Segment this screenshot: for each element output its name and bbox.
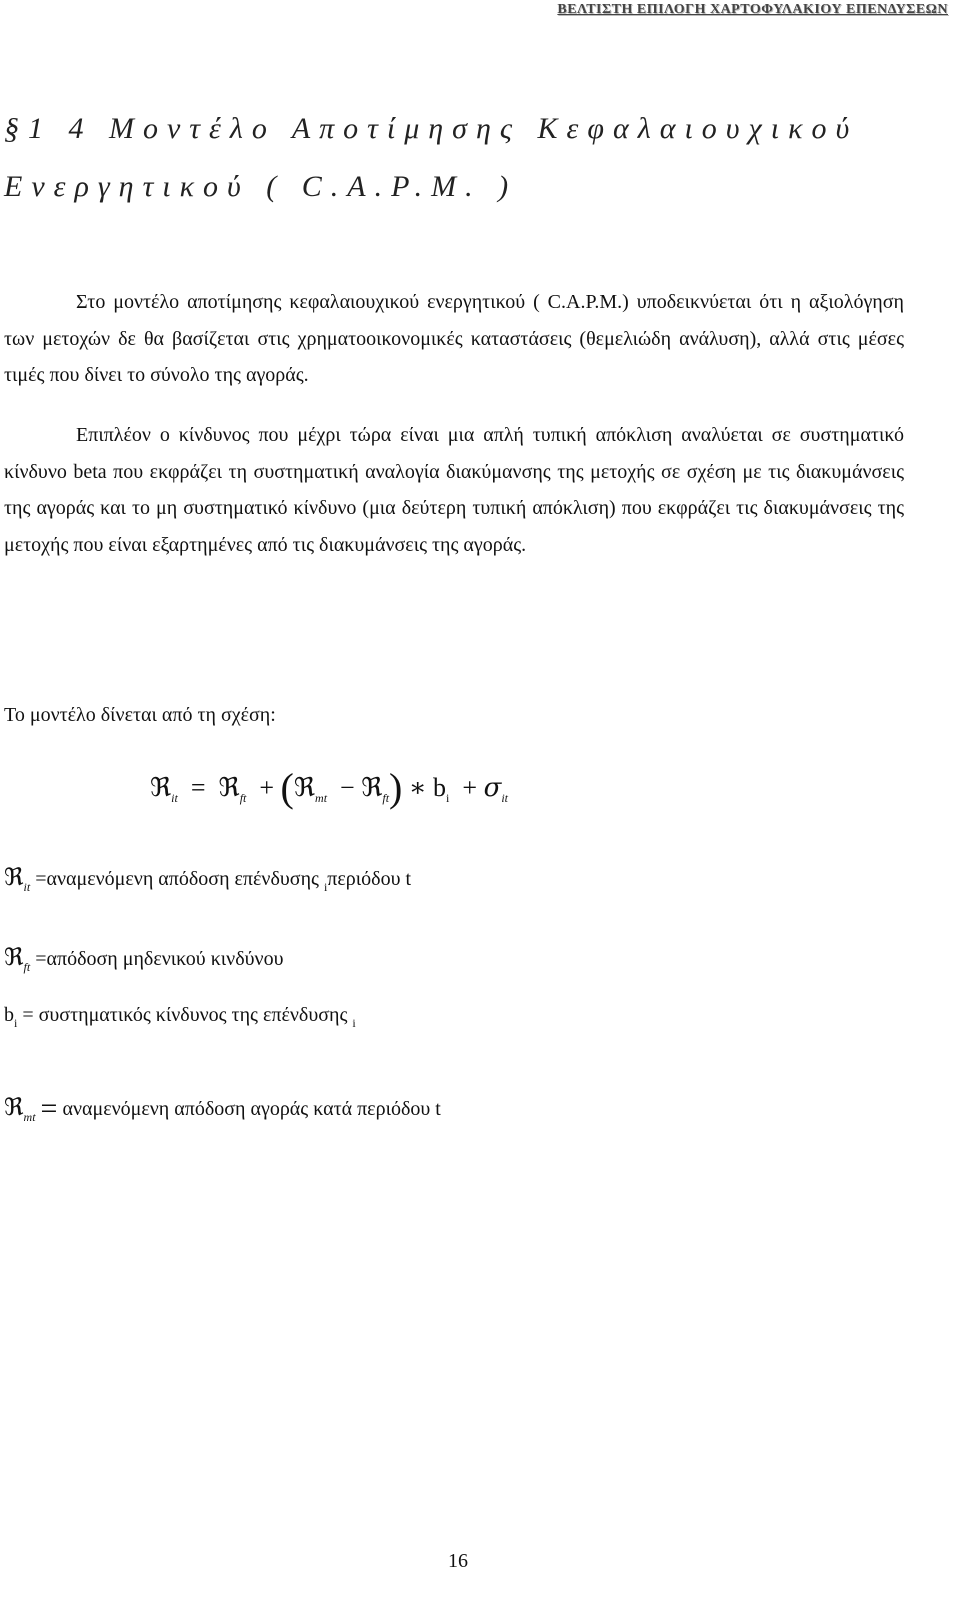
capm-formula: ℜ$_{it}$ = ℜ$_{ft}$ + (ℜ$_{mt}$ − ℜ$_{ft}$) ∗ $b_i + \sigma_{it}$	[150, 765, 508, 810]
page-number: 16	[448, 1550, 468, 1572]
definition-rit: ℜ$_{it}$ =αναμενόμενη απόδοση επένδυσης $_i$περιόδου t	[4, 863, 412, 894]
section-heading	[4, 100, 904, 216]
paragraph-capm-intro: Στο μοντέλο αποτίμησης κεφαλαιουχικού ενεργητικού ( C.A.P.M.) υποδεικνύεται ότι η αξιολόγηση των μετοχών δε θα βασίζεται στις χρηματοοικονομικές καταστάσεις (θεμελιώδη ανάλυση), αλλά στις μέσες τιμές που δίνει το σύνολο της αγοράς.	[4, 291, 904, 386]
formula-intro: Το μοντέλο δίνεται από τη σχέση:	[4, 704, 276, 726]
definition-rft: ℜ$_{ft}$ =απόδοση μηδενικού κινδύνου	[4, 943, 284, 974]
definition-rmt: ℜ$_{mt}$ = αναμενόμενη απόδοση αγοράς κατά περιόδου t	[4, 1092, 441, 1125]
paragraph-risk: Επιπλέον ο κίνδυνος που μέχρι τώρα είναι μια απλή τυπική απόκλιση αναλύεται σε συστηματικό κίνδυνο beta που εκφράζει τη συστηματική αναλογία διακύμανσης της μετοχής σε σχέση με τις διακυμάνσεις της αγοράς και το μη συστηματικό κίνδυνο (μια δεύτερη τυπική απόκλιση) που εκφράζει τις διακυμάνσεις της μετοχής που είναι εξαρτημένες από τις διακυμάνσεις της αγοράς.	[4, 424, 904, 556]
definition-bi: $b_i = \sigma\upsilon\sigma\tau\eta\mu\alpha\tau\iota\kappa ό\varsigma$ κίνδυνος της επένδυσης $_i$	[4, 1004, 356, 1030]
section-heading-line-2: Ενεργητικού ( C.A.P.M. )	[4, 170, 518, 203]
running-header: ΒΕΛΤΙΣΤΗ ΕΠΙΛΟΓΗ ΧΑΡΤΟΦΥΛΑΚΙΟΥ ΕΠΕΝΔΥΣΕΩΝ	[557, 2, 948, 17]
section-heading-line-1: §1 4 Μοντέλο Αποτίμησης Κεφαλαιουχικού	[4, 112, 859, 145]
